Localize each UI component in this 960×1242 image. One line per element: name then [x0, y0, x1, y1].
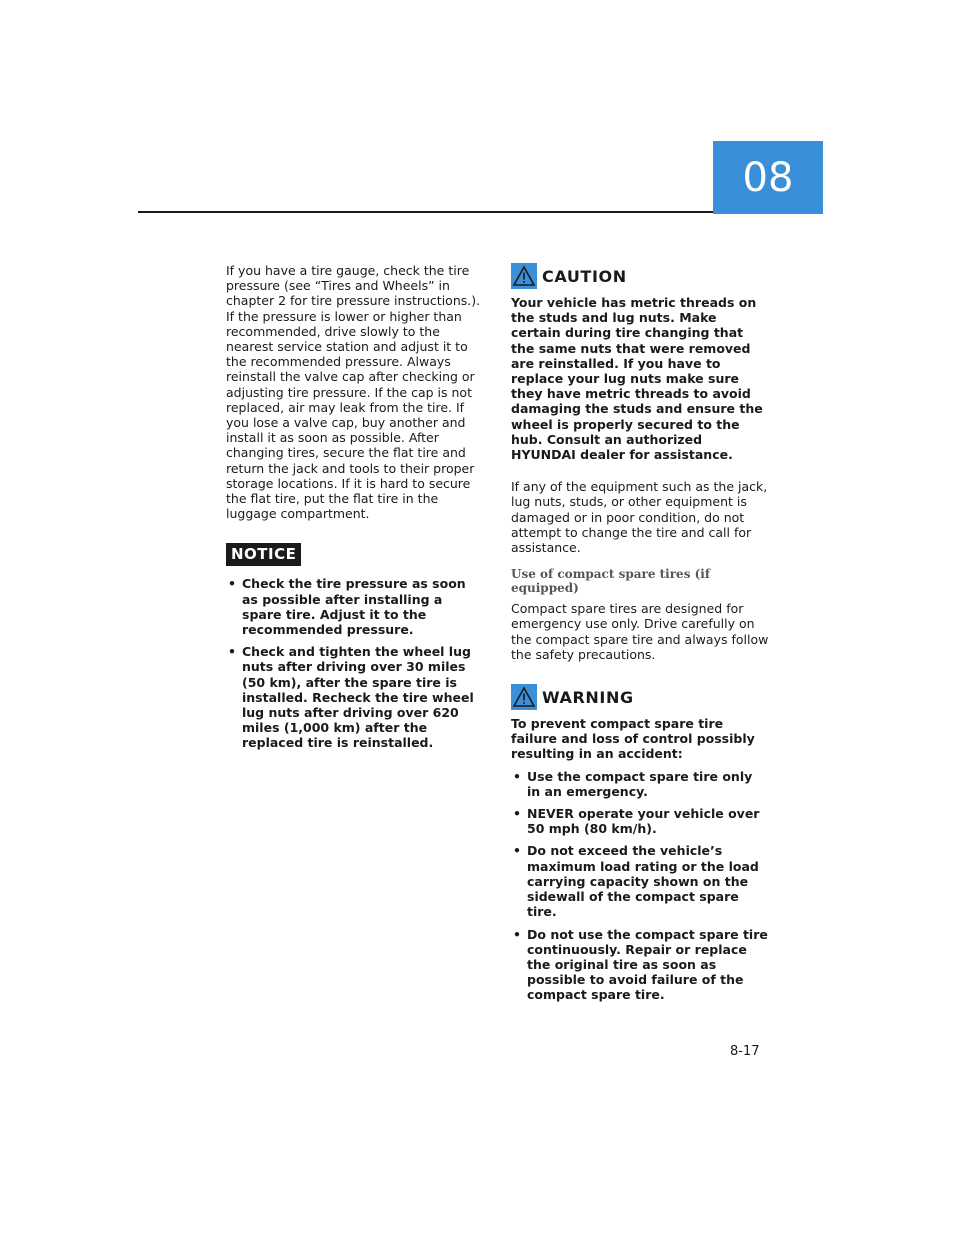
tire-pressure-paragraph: If you have a tire gauge, check the tire pressure (see “Tires and Wheels” in chapter 2 for tire pressure instructions.). If the pressure is lower or higher than recommended, drive slowly to the nearest service station and adjust it to the recommended pressure. Always reinstall the valve cap after checking or adjusting tire pressure. If the cap is not replaced, air may leak from the tire. If you lose a valve cap, buy another and install it as soon as possible. After changing tires, secure the flat tire and return the jack and tools to their proper storage locations. If it is hard to secure the flat tire, put the flat tire in the luggage compartment.: [226, 263, 481, 522]
warning-item: • Use the compact spare tire only in an emergency.: [511, 769, 769, 799]
warning-item: • Do not exceed the vehicle’s maximum load rating or the load carrying capacity shown on the sidewall of the compact spare tire.: [511, 843, 769, 919]
notice-list: [226, 576, 484, 750]
compact-spare-paragraph: Compact spare tires are designed for emergency use only. Drive carefully on the compact spare tire and always follow the safety precautions.: [511, 601, 769, 662]
warning-heading: [511, 684, 769, 710]
warning-list: [511, 769, 769, 1003]
chapter-tab: [713, 141, 823, 214]
warning-item: • NEVER operate your vehicle over 50 mph (80 km/h).: [511, 806, 769, 836]
left-column: [226, 263, 484, 758]
header-rule: [138, 211, 713, 213]
notice-item: • Check and tighten the wheel lug nuts after driving over 30 miles (50 km), after the spare tire is installed. Recheck the tire wheel lug nuts after driving over 620 miles (1,000 km) after the replaced tire is reinstalled.: [226, 644, 484, 750]
warning-intro: To prevent compact spare tire failure and loss of control possibly resulting in an accident:: [511, 716, 755, 762]
caution-text: Your vehicle has metric threads on the studs and lug nuts. Make certain during tire changing that the same nuts that were removed are reinstalled. If you have to replace your lug nuts make sure they have metric threads to avoid damaging the studs and ensure the wheel is properly secured to the hub. Consult an authorized HYUNDAI dealer for assistance.: [511, 295, 763, 463]
notice-item: • Check the tire pressure as soon as possible after installing a spare tire. Adjust it to the recommended pressure.: [226, 576, 484, 637]
warning-triangle-icon: [511, 263, 537, 289]
notice-label: NOTICE: [226, 543, 301, 566]
caution-heading: [511, 263, 769, 289]
warning-title: WARNING: [542, 687, 634, 707]
compact-spare-subheading: Use of compact spare tires (if equipped): [511, 567, 711, 596]
warning-item: • Do not use the compact spare tire continuously. Repair or replace the original tire as soon as possible to avoid failure of the compact spare tire.: [511, 927, 769, 1003]
equipment-paragraph: If any of the equipment such as the jack, lug nuts, studs, or other equipment is damaged or in poor condition, do not attempt to change the tire and call for assistance.: [511, 479, 768, 556]
page-number: 8-17: [730, 1044, 760, 1059]
right-column: [511, 263, 769, 1010]
caution-title: CAUTION: [542, 266, 627, 286]
chapter-number: 08: [742, 154, 794, 201]
warning-triangle-icon: [511, 684, 537, 710]
